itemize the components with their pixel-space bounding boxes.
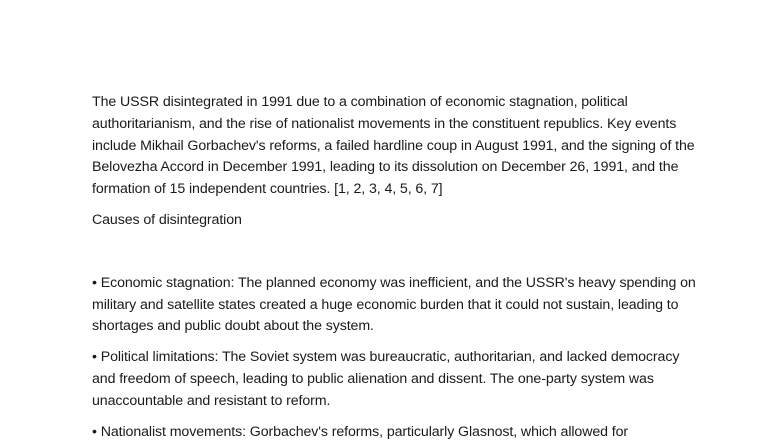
- bullet-nationalist-movements: • Nationalist movements: Gorbachev's reforms, particularly Glasnost, which allowed for: [92, 423, 629, 440]
- section-heading: Causes of disintegration: [92, 211, 242, 228]
- bullet-political-limitations: • Political limitations: The Soviet system was bureaucratic, authoritarian, and lacked democracy and freedom of speech, leading to public alienation and dissent. The one-party system was unaccountable and resistant to reform.: [92, 349, 680, 409]
- document-body: [92, 92, 698, 441]
- spacer: [92, 232, 698, 273]
- intro-paragraph: The USSR disintegrated in 1991 due to a combination of economic stagnation, political authoritarianism, and the rise of nationalist movements in the constituent republics. Key events include Mikhail Gorbachev's reforms, a failed hardline coup in August 1991, and the signing of the Belovezha Accord in December 1991, leading to its dissolution on December 26, 1991, and the formation of 15 independent countries. [1, 2, 3, 4, 5, 6, 7]: [92, 94, 695, 198]
- bullet-economic-stagnation: • Economic stagnation: The planned economy was inefficient, and the USSR's heavy spending on military and satellite states created a huge economic burden that it could not sustain, leading to shortages and public doubt about the system.: [92, 274, 696, 335]
